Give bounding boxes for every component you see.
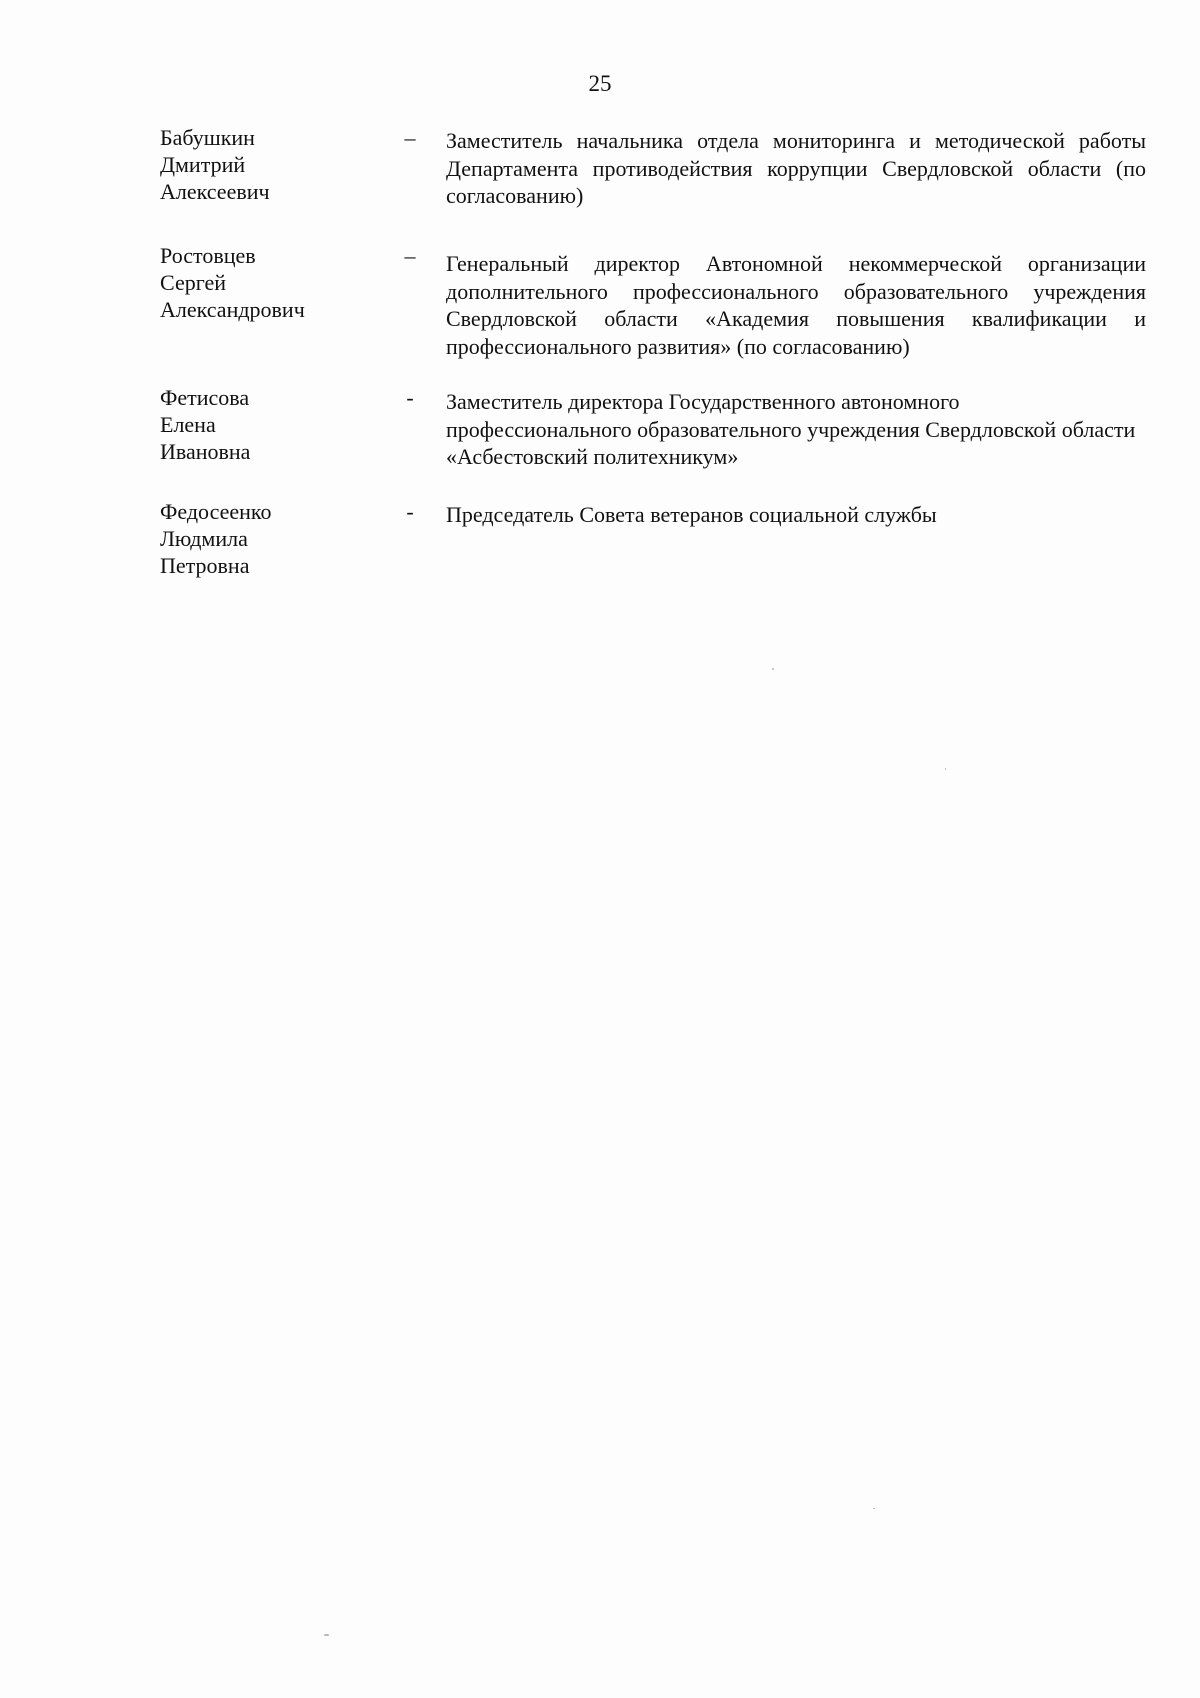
separator-dash: - [406, 499, 414, 524]
member-name [160, 498, 370, 579]
member-first-name: Сергей [160, 270, 226, 295]
separator-dash: – [404, 243, 416, 268]
scan-speck [873, 1508, 875, 1509]
member-role: Председатель Совета ветеранов социальной службы [446, 502, 937, 527]
member-role: Заместитель директора Государственного автономного профессионального образовательного учреждения Свердловской области «Асбестовский политехникум» [446, 389, 1136, 469]
member-surname: Фетисова [160, 385, 250, 410]
separator-dash: - [406, 385, 414, 410]
member-name [160, 124, 370, 205]
member-patronymic: Александрович [160, 297, 305, 322]
member-surname: Бабушкин [160, 125, 255, 150]
member-surname: Ростовцев [160, 243, 256, 268]
member-name [160, 242, 370, 323]
scan-speck [772, 668, 774, 670]
member-name [160, 384, 370, 465]
member-role: Генеральный директор Автономной некоммерческой организации дополнительного профессионального образовательного учреждения Свердловской области «Академия повышения квалификации и профессионального развития» (по согласованию) [446, 251, 1146, 359]
separator-dash: – [404, 125, 416, 150]
member-patronymic: Ивановна [160, 439, 251, 464]
member-patronymic: Алексеевич [160, 179, 270, 204]
scan-speck [945, 768, 946, 770]
member-patronymic: Петровна [160, 553, 250, 578]
member-first-name: Елена [160, 412, 216, 437]
member-role: Заместитель начальника отдела мониторинга и методической работы Департамента противодействия коррупции Свердловской области (по согласованию) [446, 128, 1146, 208]
member-first-name: Дмитрий [160, 152, 246, 177]
member-first-name: Людмила [160, 526, 248, 551]
scan-speck [324, 1634, 329, 1636]
member-surname: Федосеенко [160, 499, 272, 524]
page-number: 25 [588, 71, 612, 96]
